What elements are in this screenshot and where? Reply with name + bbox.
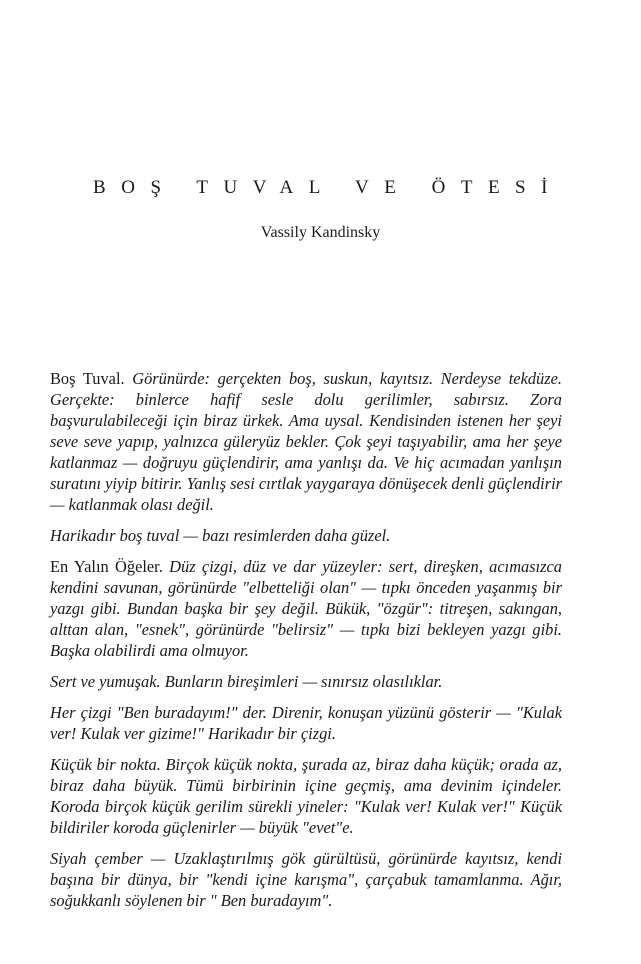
body-text <box>50 368 562 921</box>
paragraph <box>50 368 562 515</box>
paragraph <box>50 671 562 692</box>
paragraph <box>50 848 562 911</box>
document-title: BOŞ TUVAL VE ÖTESİ <box>93 177 563 198</box>
paragraph <box>50 702 562 744</box>
paragraph <box>50 754 562 838</box>
author-name: Vassily Kandinsky <box>260 224 381 241</box>
paragraph-text: Sert ve yumuşak. Bunların bireşimleri — sınırsız olasılıklar. <box>50 672 443 691</box>
paragraph-text: Düz çizgi, düz ve dar yüzeyler: sert, direşken, acımasızca kendini savunan, görünürde "elbetteliği olan" — tıpkı önceden yaşanmış bir yazgı gibi. Bundan başka bir şey değil. Bükük, "özgür": titreşen, sakıngan, alttan alan, "esnek", görünürde "belirsiz" — tıpkı bizi bekleyen yazgı gibi. Başka olabilirdi ama olmuyor. <box>50 557 563 660</box>
paragraph-text: Siyah çember — Uzaklaştırılmış gök gürültüsü, görünürde kayıtsız, kendi başına bir dünya, bir "kendi içine karışma", çarçabuk tamamlanma. Ağır, soğukkanlı söylenen bir " Ben buradayım". <box>50 849 562 910</box>
paragraph <box>50 525 562 546</box>
paragraph-text: Görünürde: gerçekten boş, suskun, kayıtsız. Nerdeyse tekdüze. Gerçekte: binlerce hafif sesle dolu gerilimler, sabırsız. Zora başvurulabileceği için biraz ürkek. Ama uysal. Kendisinden istenen her şeyi seve seve yapıp, yalnızca güleryüz bekler. Çok şeyi taşıyabilir, ama her şeye katlanmaz — doğruyu güçlendirir, ama yanlışı da. Ve hiç acımadan yanlışın suratını yiyip bitirir. Yanlış sesi cırtlak yaygaraya dönüşecek denli güçlendirir — katlanmak olası değil. <box>50 369 563 514</box>
paragraph <box>50 556 562 661</box>
paragraph-text: Harikadır boş tuval — bazı resimlerden daha güzel. <box>50 526 391 545</box>
paragraph-lead: Boş Tuval. <box>50 369 133 388</box>
paragraph-text: Küçük bir nokta. Birçok küçük nokta, şurada az, biraz daha küçük; orada az, biraz daha büyük. Tümü birbirinin içine geçmiş, ama devinim içindeler. Koroda birçok küçük gerilim sürekli yineler: "Kulak ver! Kulak ver!" Küçük bildiriler koroda güçlenirler — büyük "evet"e. <box>50 755 562 837</box>
paragraph-lead: En Yalın Öğeler. <box>50 557 170 576</box>
paragraph-text: Her çizgi "Ben buradayım!" der. Direnir, konuşan yüzünü gösterir — "Kulak ver! Kulak ver gizime!" Harikadır bir çizgi. <box>50 703 562 743</box>
